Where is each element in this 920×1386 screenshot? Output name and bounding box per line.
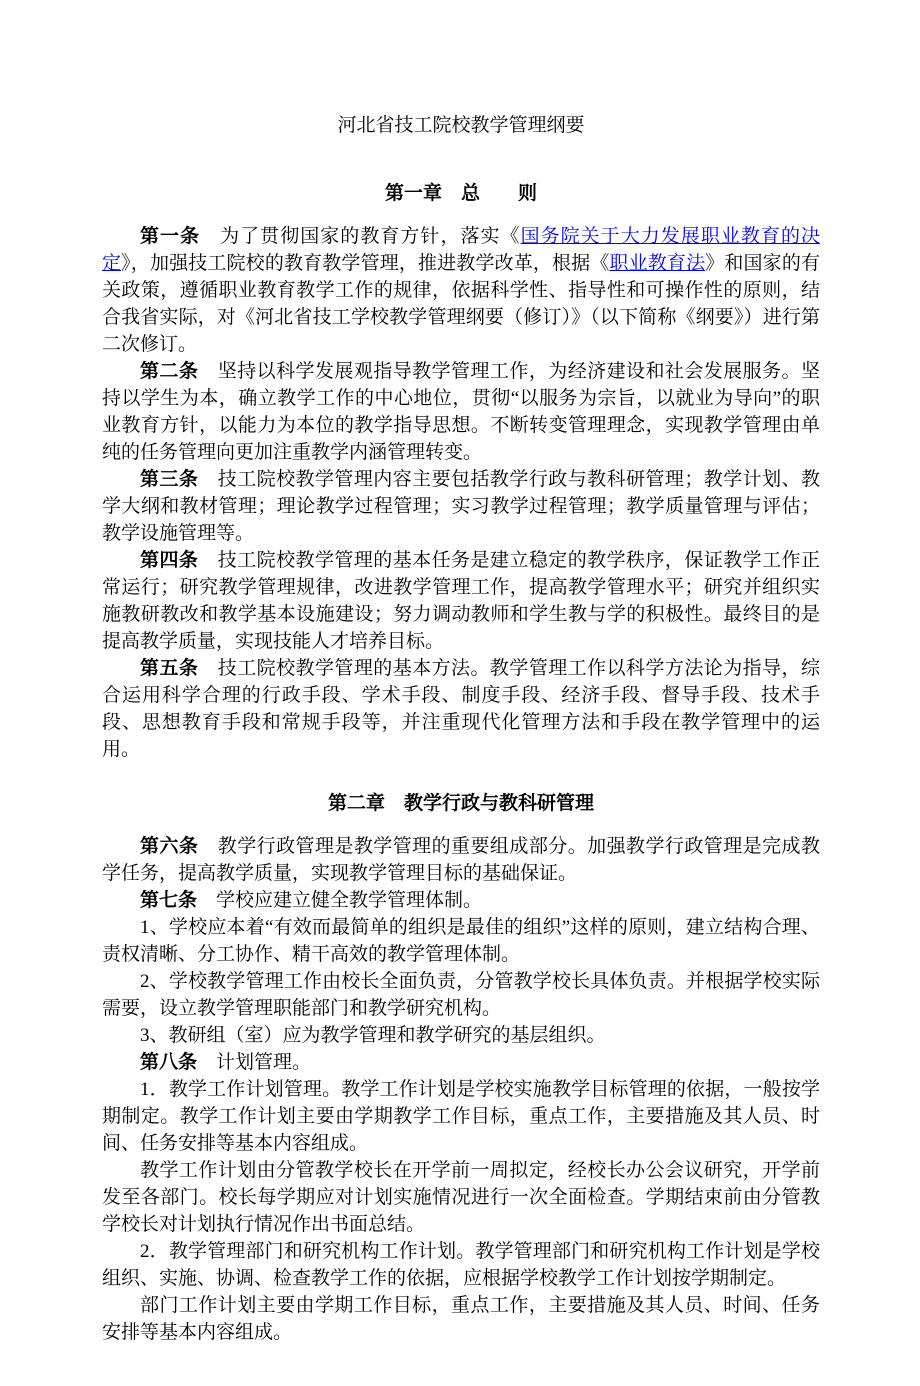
paragraph bbox=[102, 1022, 820, 1049]
article-number: 第四条 bbox=[140, 550, 199, 571]
paragraph bbox=[102, 968, 820, 1022]
article-number: 第七条 bbox=[140, 890, 198, 911]
article-number: 第五条 bbox=[140, 658, 199, 679]
paragraph bbox=[102, 1238, 820, 1292]
text-run: 学校应建立健全教学管理体制。 bbox=[197, 890, 483, 911]
paragraph bbox=[102, 223, 820, 358]
paragraph bbox=[102, 887, 820, 914]
text-run: 技工院校教学管理的基本任务是建立稳定的教学秩序，保证教学工作正常运行；研究教学管理规律，改进教学管理工作，提高教学管理水平；研究并组织实施教研教改和教学基本设施建设；努力调动教师和学生教与学的积极性。最终目的是提高教学质量，实现技能人才培养目标。 bbox=[102, 550, 820, 652]
chapter-heading: 第二章 教学行政与教科研管理 bbox=[327, 793, 594, 814]
article-number: 第一条 bbox=[140, 226, 201, 247]
text-run: 部门工作计划主要由学期工作目标，重点工作，主要措施及其人员、时间、任务安排等基本内容组成。 bbox=[102, 1295, 820, 1343]
document-hyperlink[interactable]: 国务院关于大力发展职业教育的决定 bbox=[102, 226, 820, 274]
text-run: 2．教学管理部门和研究机构工作计划。教学管理部门和研究机构工作计划是学校组织、实施、协调、检查教学工作的依据，应根据学校教学工作计划按学期制定。 bbox=[102, 1241, 820, 1289]
paragraph bbox=[102, 547, 820, 655]
article-number: 第三条 bbox=[140, 469, 199, 490]
paragraph bbox=[102, 1157, 820, 1238]
text-run: 技工院校教学管理内容主要包括教学行政与教科研管理；教学计划、教学大纲和教材管理；理论教学过程管理；实习教学过程管理；教学质量管理与评估；教学设施管理等。 bbox=[102, 469, 820, 544]
document-hyperlink[interactable]: 职业教育法 bbox=[609, 253, 706, 274]
text-run: 1．教学工作计划管理。教学工作计划是学校实施教学目标管理的依据，一般按学期制定。教学工作计划主要由学期教学工作目标，重点工作，主要措施及其人员、时间、任务安排等基本内容组成。 bbox=[102, 1079, 820, 1154]
document-body bbox=[102, 180, 820, 1346]
document-title: 河北省技工院校教学管理纲要 bbox=[337, 115, 585, 136]
text-run: 计划管理。 bbox=[197, 1052, 312, 1073]
chapter-heading: 第一章 总 则 bbox=[384, 183, 537, 204]
text-run: 1、学校应本着“有效而最简单的组织是最佳的组织”这样的原则，建立结构合理、责权清晰、分工协作、精干高效的教学管理体制。 bbox=[102, 917, 820, 965]
article-number: 第二条 bbox=[140, 361, 199, 382]
text-run: 3、教研组（室）应为教学管理和教学研究的基层组织。 bbox=[140, 1025, 606, 1046]
text-run: 2、学校教学管理工作由校长全面负责，分管教学校长具体负责。并根据学校实际需要，设立教学管理职能部门和教学研究机构。 bbox=[102, 971, 820, 1019]
text-run: 技工院校教学管理的基本方法。教学管理工作以科学方法论为指导，综合运用科学合理的行政手段、学术手段、制度手段、经济手段、督导手段、技术手段、思想教育手段和常规手段等，并注重现代化管理方法和手段在教学管理中的运用。 bbox=[102, 658, 820, 760]
text-run: 坚持以科学发展观指导教学管理工作，为经济建设和社会发展服务。坚持以学生为本，确立教学工作的中心地位，贯彻“以服务为宗旨，以就业为导向”的职业教育方针，以能力为本位的教学指导思想。不断转变管理理念，实现教学管理由单纯的任务管理向更加注重教学内涵管理转变。 bbox=[102, 361, 820, 463]
paragraph bbox=[102, 466, 820, 547]
article-number: 第六条 bbox=[140, 836, 199, 857]
text-run: 》和国家的有关政策，遵循职业教育教学工作的规律，依据科学性、指导性和可操作性的原则，结合我省实际，对《河北省技工学校教学管理纲要（修订）》（以下简称《纲要》）进行第二次修订。 bbox=[102, 253, 820, 355]
paragraph bbox=[102, 1076, 820, 1157]
paragraph bbox=[102, 1049, 820, 1076]
text-run: 教学行政管理是教学管理的重要组成部分。加强教学行政管理是完成教学任务，提高教学质量，实现教学管理目标的基础保证。 bbox=[102, 836, 820, 884]
text-run: 教学工作计划由分管教学校长在开学前一周拟定，经校长办公会议研究，开学前发至各部门。校长每学期应对计划实施情况进行一次全面检查。学期结束前由分管教学校长对计划执行情况作出书面总结。 bbox=[102, 1160, 820, 1235]
article-number: 第八条 bbox=[140, 1052, 198, 1073]
paragraph bbox=[102, 1292, 820, 1346]
text-run: 为了贯彻国家的教育方针，落实《 bbox=[200, 226, 521, 247]
paragraph bbox=[102, 833, 820, 887]
paragraph bbox=[102, 655, 820, 763]
paragraph bbox=[102, 358, 820, 466]
text-run: 》，加强技工院校的教育教学管理，推进教学改革，根据《 bbox=[121, 253, 610, 274]
paragraph bbox=[102, 914, 820, 968]
